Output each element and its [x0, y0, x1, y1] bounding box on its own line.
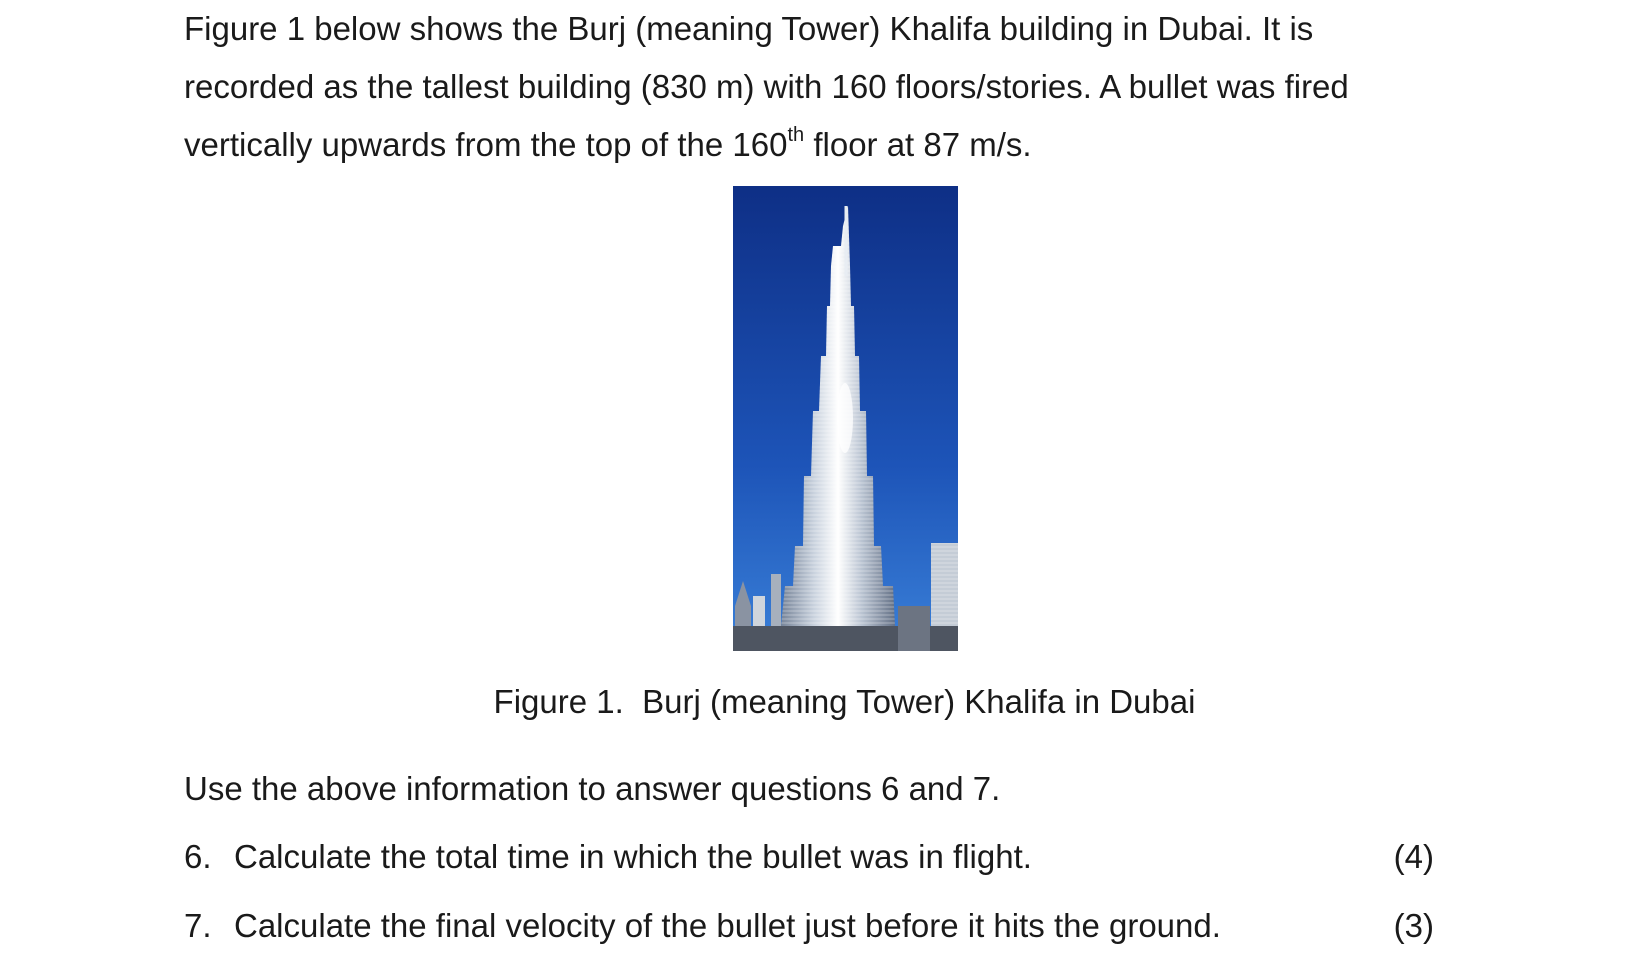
question-text: Calculate the total time in which the bullet was in flight.	[234, 838, 1032, 875]
question-number: 6.	[184, 838, 212, 875]
burj-khalifa-photo	[733, 186, 958, 651]
instruction-text: Use the above information to answer questions 6 and 7.	[184, 770, 1001, 807]
question-text: Calculate the final velocity of the bullet just before it hits the ground.	[234, 907, 1221, 944]
figure-caption: Figure 1. Burj (meaning Tower) Khalifa in Dubai	[493, 683, 1196, 720]
question-marks: (3)	[1393, 907, 1434, 944]
intro-line-3-start: vertically upwards from the top of the 160	[184, 126, 788, 163]
question-marks: (4)	[1393, 838, 1434, 875]
intro-line-3-end: floor at 87 m/s.	[804, 126, 1032, 163]
intro-line-2: recorded as the tallest building (830 m) with 160 floors/stories. A bullet was fired	[184, 68, 1349, 105]
intro-line-1: Figure 1 below shows the Burj (meaning Tower) Khalifa building in Dubai. It is	[184, 10, 1314, 47]
intro-paragraph	[184, 0, 1444, 174]
ordinal-superscript: th	[787, 124, 805, 146]
question-number: 7.	[184, 907, 212, 944]
intro-line-3	[184, 116, 1444, 174]
